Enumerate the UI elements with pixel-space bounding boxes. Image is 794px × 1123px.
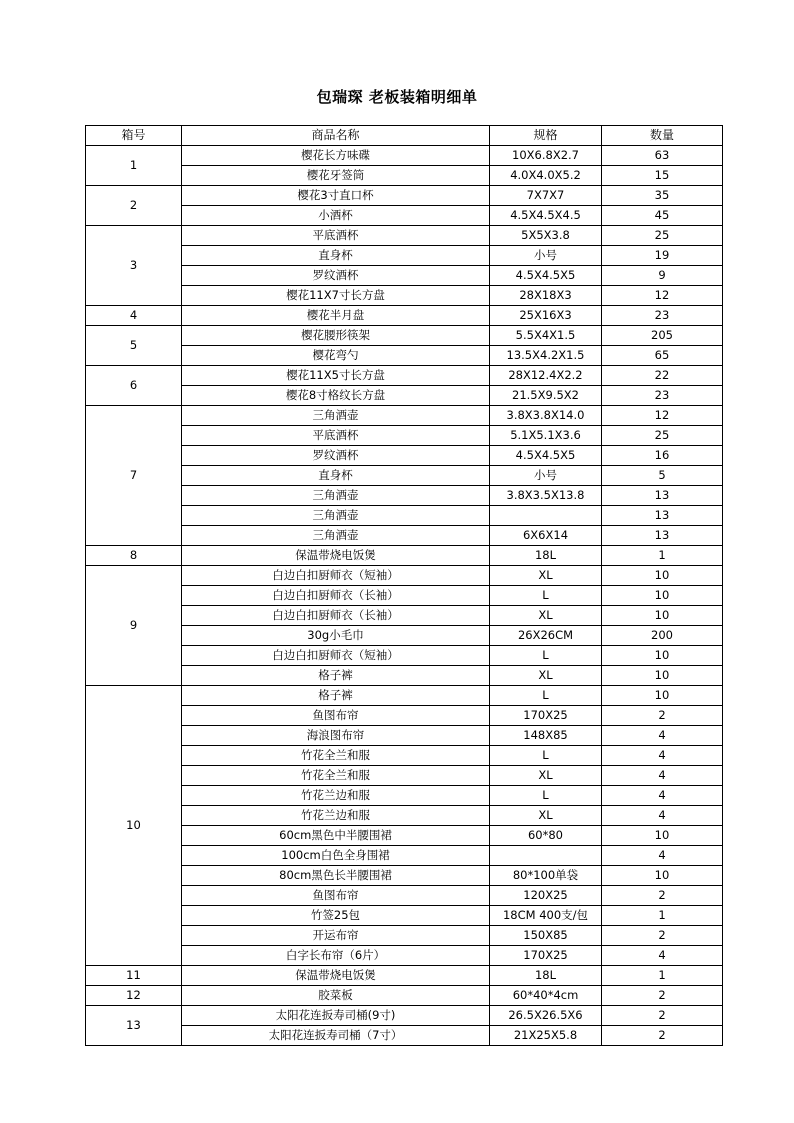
spec-cell: 小号 (490, 466, 602, 486)
quantity-cell: 15 (602, 166, 723, 186)
quantity-cell: 23 (602, 386, 723, 406)
box-number-cell: 6 (86, 366, 182, 406)
product-name-cell: 罗纹酒杯 (182, 266, 490, 286)
table-row (86, 386, 723, 406)
product-name-cell: 樱花3寸直口杯 (182, 186, 490, 206)
quantity-cell: 19 (602, 246, 723, 266)
table-row (86, 286, 723, 306)
table-row (86, 966, 723, 986)
product-name-cell: 罗纹酒杯 (182, 446, 490, 466)
spec-cell: 5X5X3.8 (490, 226, 602, 246)
spec-cell: 7X7X7 (490, 186, 602, 206)
box-number-cell: 9 (86, 566, 182, 686)
spec-cell: L (490, 686, 602, 706)
quantity-cell: 9 (602, 266, 723, 286)
spec-cell: XL (490, 766, 602, 786)
product-name-cell: 竹花兰边和服 (182, 806, 490, 826)
table-row (86, 806, 723, 826)
table-row (86, 906, 723, 926)
spec-cell: XL (490, 606, 602, 626)
quantity-cell: 23 (602, 306, 723, 326)
table-row (86, 426, 723, 446)
table-row (86, 366, 723, 386)
table-row (86, 826, 723, 846)
spec-cell: 18L (490, 546, 602, 566)
quantity-cell: 13 (602, 486, 723, 506)
box-number-cell: 4 (86, 306, 182, 326)
quantity-cell: 25 (602, 426, 723, 446)
table-row (86, 466, 723, 486)
table-row (86, 886, 723, 906)
box-number-cell: 13 (86, 1006, 182, 1046)
table-row (86, 406, 723, 426)
table-row (86, 306, 723, 326)
table-row (86, 626, 723, 646)
quantity-cell: 10 (602, 826, 723, 846)
table-row (86, 186, 723, 206)
spec-cell: L (490, 646, 602, 666)
quantity-cell: 4 (602, 746, 723, 766)
product-name-cell: 三角酒壶 (182, 486, 490, 506)
spec-cell: 25X16X3 (490, 306, 602, 326)
table-row (86, 546, 723, 566)
box-number-cell: 1 (86, 146, 182, 186)
product-name-cell: 太阳花连扳寿司桶(9寸) (182, 1006, 490, 1026)
product-name-cell: 白字长布帘（6片） (182, 946, 490, 966)
spec-cell: 10X6.8X2.7 (490, 146, 602, 166)
quantity-cell: 2 (602, 1026, 723, 1046)
product-name-cell: 樱花弯勺 (182, 346, 490, 366)
spec-cell: 21X25X5.8 (490, 1026, 602, 1046)
quantity-cell: 12 (602, 286, 723, 306)
spec-cell: 21.5X9.5X2 (490, 386, 602, 406)
quantity-cell: 205 (602, 326, 723, 346)
product-name-cell: 平底酒杯 (182, 226, 490, 246)
spec-cell: L (490, 786, 602, 806)
quantity-cell: 1 (602, 546, 723, 566)
spec-cell: 小号 (490, 246, 602, 266)
spec-cell: 5.1X5.1X3.6 (490, 426, 602, 446)
table-row (86, 946, 723, 966)
spec-cell: 170X25 (490, 946, 602, 966)
spec-cell: 6X6X14 (490, 526, 602, 546)
product-name-cell: 樱花8寸格纹长方盘 (182, 386, 490, 406)
spec-cell: 60*40*4cm (490, 986, 602, 1006)
table-row (86, 226, 723, 246)
box-number-cell: 3 (86, 226, 182, 306)
table-row (86, 866, 723, 886)
quantity-cell: 13 (602, 506, 723, 526)
quantity-cell: 4 (602, 766, 723, 786)
product-name-cell: 樱花长方味碟 (182, 146, 490, 166)
quantity-cell: 1 (602, 906, 723, 926)
product-name-cell: 小酒杯 (182, 206, 490, 226)
product-name-cell: 白边白扣厨师衣（短袖） (182, 646, 490, 666)
quantity-cell: 4 (602, 846, 723, 866)
quantity-cell: 2 (602, 706, 723, 726)
box-number-cell: 5 (86, 326, 182, 366)
product-name-cell: 平底酒杯 (182, 426, 490, 446)
spec-cell: 26X26CM (490, 626, 602, 646)
header-spec: 规格 (490, 126, 602, 146)
table-row (86, 266, 723, 286)
box-number-cell: 12 (86, 986, 182, 1006)
quantity-cell: 2 (602, 886, 723, 906)
product-name-cell: 樱花11X7寸长方盘 (182, 286, 490, 306)
product-name-cell: 直身杯 (182, 246, 490, 266)
spec-cell: 120X25 (490, 886, 602, 906)
quantity-cell: 65 (602, 346, 723, 366)
table-row (86, 686, 723, 706)
spec-cell: 4.0X4.0X5.2 (490, 166, 602, 186)
product-name-cell: 樱花腰形筷架 (182, 326, 490, 346)
spec-cell: 5.5X4X1.5 (490, 326, 602, 346)
spec-cell: 4.5X4.5X4.5 (490, 206, 602, 226)
table-row (86, 986, 723, 1006)
quantity-cell: 45 (602, 206, 723, 226)
product-name-cell: 竹花兰边和服 (182, 786, 490, 806)
table-row (86, 646, 723, 666)
table-row (86, 326, 723, 346)
product-name-cell: 60cm黑色中半腰围裙 (182, 826, 490, 846)
header-product-name: 商品名称 (182, 126, 490, 146)
quantity-cell: 4 (602, 786, 723, 806)
product-name-cell: 竹签25包 (182, 906, 490, 926)
quantity-cell: 5 (602, 466, 723, 486)
table-row (86, 1006, 723, 1026)
spec-cell: 13.5X4.2X1.5 (490, 346, 602, 366)
spec-cell: 28X18X3 (490, 286, 602, 306)
table-row (86, 766, 723, 786)
spec-cell: 80*100单袋 (490, 866, 602, 886)
quantity-cell: 63 (602, 146, 723, 166)
spec-cell (490, 846, 602, 866)
quantity-cell: 13 (602, 526, 723, 546)
product-name-cell: 三角酒壶 (182, 506, 490, 526)
quantity-cell: 10 (602, 686, 723, 706)
table-row (86, 206, 723, 226)
table-row (86, 706, 723, 726)
spec-cell: XL (490, 666, 602, 686)
box-number-cell: 8 (86, 546, 182, 566)
spec-cell: 4.5X4.5X5 (490, 446, 602, 466)
product-name-cell: 直身杯 (182, 466, 490, 486)
spec-cell: XL (490, 806, 602, 826)
product-name-cell: 樱花牙签筒 (182, 166, 490, 186)
spec-cell: 26.5X26.5X6 (490, 1006, 602, 1026)
product-name-cell: 保温带烧电饭煲 (182, 966, 490, 986)
product-name-cell: 白边白扣厨师衣（长袖） (182, 606, 490, 626)
table-row (86, 786, 723, 806)
box-number-cell: 10 (86, 686, 182, 966)
spec-cell: 60*80 (490, 826, 602, 846)
spec-cell (490, 506, 602, 526)
product-name-cell: 竹花全兰和服 (182, 746, 490, 766)
spec-cell: 4.5X4.5X5 (490, 266, 602, 286)
table-row (86, 166, 723, 186)
table-body (86, 146, 723, 1046)
document-title: 包瑞琛 老板装箱明细单 (316, 88, 478, 106)
table-row (86, 666, 723, 686)
product-name-cell: 30g小毛巾 (182, 626, 490, 646)
box-number-cell: 7 (86, 406, 182, 546)
table-row (86, 486, 723, 506)
quantity-cell: 4 (602, 946, 723, 966)
table-row (86, 506, 723, 526)
quantity-cell: 12 (602, 406, 723, 426)
spec-cell: 18L (490, 966, 602, 986)
product-name-cell: 胶菜板 (182, 986, 490, 1006)
packing-table (85, 125, 723, 1046)
quantity-cell: 10 (602, 646, 723, 666)
quantity-cell: 16 (602, 446, 723, 466)
table-row (86, 146, 723, 166)
product-name-cell: 三角酒壶 (182, 526, 490, 546)
product-name-cell: 白边白扣厨师衣（短袖） (182, 566, 490, 586)
table-row (86, 1026, 723, 1046)
product-name-cell: 海浪图布帘 (182, 726, 490, 746)
spec-cell: XL (490, 566, 602, 586)
spec-cell: 148X85 (490, 726, 602, 746)
spec-cell: 150X85 (490, 926, 602, 946)
box-number-cell: 2 (86, 186, 182, 226)
quantity-cell: 25 (602, 226, 723, 246)
product-name-cell: 保温带烧电饭煲 (182, 546, 490, 566)
header-quantity: 数量 (602, 126, 723, 146)
quantity-cell: 4 (602, 726, 723, 746)
product-name-cell: 樱花半月盘 (182, 306, 490, 326)
box-number-cell: 11 (86, 966, 182, 986)
quantity-cell: 10 (602, 866, 723, 886)
product-name-cell: 鱼图布帘 (182, 706, 490, 726)
product-name-cell: 太阳花连扳寿司桶（7寸） (182, 1026, 490, 1046)
quantity-cell: 10 (602, 586, 723, 606)
table-row (86, 566, 723, 586)
quantity-cell: 2 (602, 926, 723, 946)
product-name-cell: 白边白扣厨师衣（长袖） (182, 586, 490, 606)
table-row (86, 926, 723, 946)
spec-cell: 3.8X3.5X13.8 (490, 486, 602, 506)
quantity-cell: 10 (602, 666, 723, 686)
product-name-cell: 80cm黑色长半腰围裙 (182, 866, 490, 886)
quantity-cell: 200 (602, 626, 723, 646)
quantity-cell: 1 (602, 966, 723, 986)
product-name-cell: 100cm白色全身围裙 (182, 846, 490, 866)
header-box-no: 箱号 (86, 126, 182, 146)
quantity-cell: 35 (602, 186, 723, 206)
spec-cell: 28X12.4X2.2 (490, 366, 602, 386)
spec-cell: L (490, 746, 602, 766)
table-row (86, 606, 723, 626)
quantity-cell: 4 (602, 806, 723, 826)
spec-cell: L (490, 586, 602, 606)
spec-cell: 3.8X3.8X14.0 (490, 406, 602, 426)
quantity-cell: 10 (602, 606, 723, 626)
table-row (86, 526, 723, 546)
product-name-cell: 三角酒壶 (182, 406, 490, 426)
product-name-cell: 鱼图布帘 (182, 886, 490, 906)
quantity-cell: 22 (602, 366, 723, 386)
table-row (86, 446, 723, 466)
spec-cell: 170X25 (490, 706, 602, 726)
product-name-cell: 樱花11X5寸长方盘 (182, 366, 490, 386)
quantity-cell: 10 (602, 566, 723, 586)
table-row (86, 246, 723, 266)
table-row (86, 746, 723, 766)
table-row (86, 726, 723, 746)
product-name-cell: 格子裤 (182, 686, 490, 706)
product-name-cell: 开运布帘 (182, 926, 490, 946)
spec-cell: 18CM 400支/包 (490, 906, 602, 926)
quantity-cell: 2 (602, 1006, 723, 1026)
product-name-cell: 竹花全兰和服 (182, 766, 490, 786)
quantity-cell: 2 (602, 986, 723, 1006)
product-name-cell: 格子裤 (182, 666, 490, 686)
table-row (86, 846, 723, 866)
table-row (86, 346, 723, 366)
table-row (86, 586, 723, 606)
header-row (86, 126, 723, 146)
